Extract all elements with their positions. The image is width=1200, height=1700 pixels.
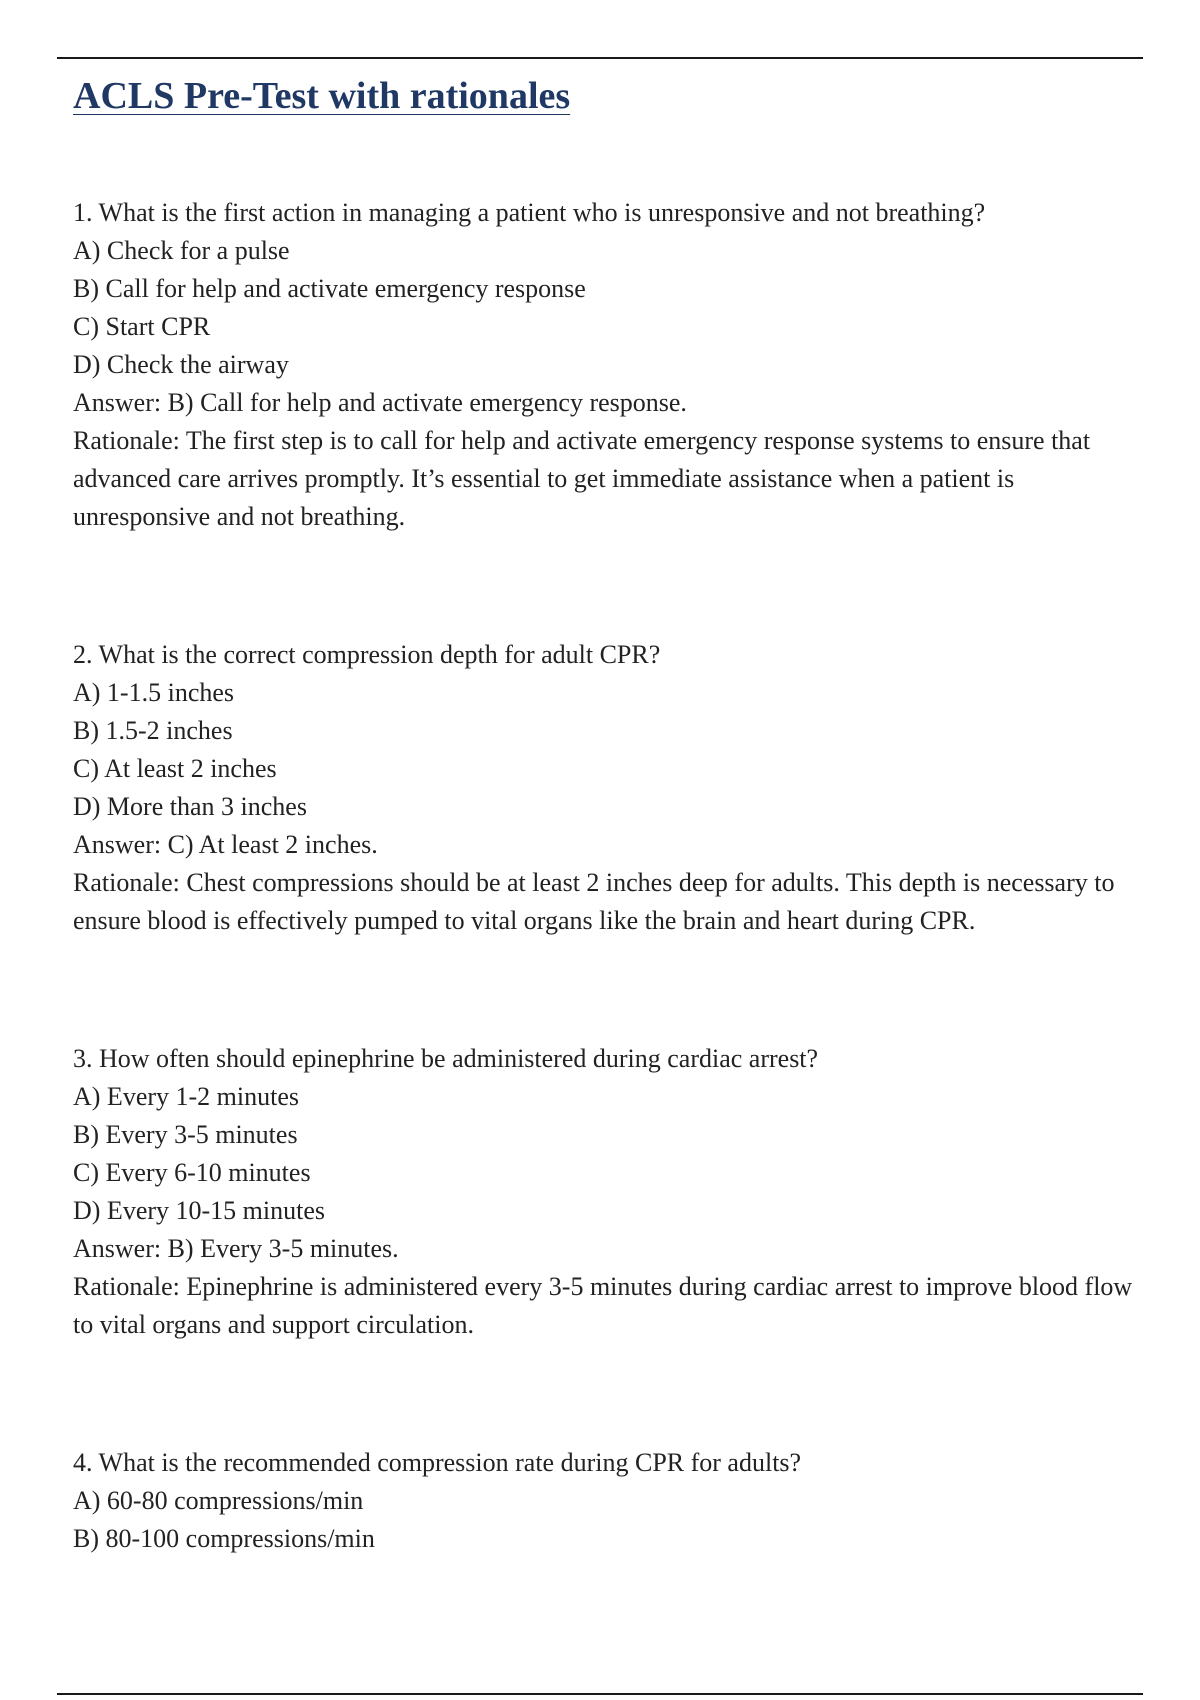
option-c: C) Start CPR: [73, 312, 211, 341]
option-d: D) More than 3 inches: [73, 792, 307, 821]
option-d: D) Every 10-15 minutes: [73, 1196, 326, 1225]
question-text: 1. What is the first action in managing a patient who is unresponsive and not breathing?: [73, 198, 986, 227]
question-text: 2. What is the correct compression depth for adult CPR?: [73, 640, 661, 669]
page-title: ACLS Pre-Test with rationales: [73, 75, 571, 117]
question-3: [73, 1040, 1153, 1344]
answer: Answer: B) Every 3-5 minutes.: [73, 1234, 399, 1263]
question-text: 4. What is the recommended compression rate during CPR for adults?: [73, 1448, 802, 1477]
option-a: A) 1-1.5 inches: [73, 678, 235, 707]
option-a: A) 60-80 compressions/min: [73, 1486, 364, 1515]
question-text: 3. How often should epinephrine be administered during cardiac arrest?: [73, 1044, 819, 1073]
answer: Answer: B) Call for help and activate emergency response.: [73, 388, 687, 417]
question-2: [73, 636, 1153, 940]
option-a: A) Every 1-2 minutes: [73, 1082, 300, 1111]
answer: Answer: C) At least 2 inches.: [73, 830, 378, 859]
option-c: C) At least 2 inches: [73, 754, 277, 783]
rationale: Rationale: Chest compressions should be at least 2 inches deep for adults. This depth is necessary to ensure blood is effectively pumped to vital organs like the brain and heart during CPR.: [73, 868, 1115, 935]
top-rule: [57, 57, 1143, 59]
question-list: [73, 194, 1153, 1558]
bottom-rule: [57, 1693, 1143, 1695]
option-b: B) Every 3-5 minutes: [73, 1120, 298, 1149]
option-b: B) 80-100 compressions/min: [73, 1524, 375, 1553]
option-a: A) Check for a pulse: [73, 236, 290, 265]
option-d: D) Check the airway: [73, 350, 289, 379]
question-4: [73, 1444, 1153, 1558]
question-1: [73, 194, 1153, 536]
rationale: Rationale: The first step is to call for help and activate emergency response systems to ensure that advanced care arrives promptly. It’s essential to get immediate assistance when a patient is unresponsive and not breathing.: [73, 426, 1091, 531]
option-b: B) 1.5-2 inches: [73, 716, 233, 745]
rationale: Rationale: Epinephrine is administered every 3-5 minutes during cardiac arrest to improve blood flow to vital organs and support circulation.: [73, 1272, 1133, 1339]
option-c: C) Every 6-10 minutes: [73, 1158, 311, 1187]
option-b: B) Call for help and activate emergency response: [73, 274, 586, 303]
